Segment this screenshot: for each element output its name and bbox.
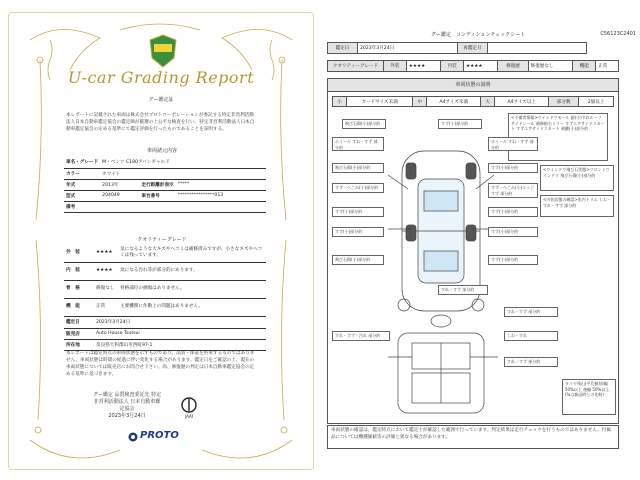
mileage-label: 走行距離計表示 — [139, 179, 175, 190]
legend-key: 小 — [333, 97, 347, 107]
damage-note: 飛び石傷(小)部分的 — [332, 255, 384, 265]
damage-note: すれ・すず 部分的 — [438, 285, 488, 295]
proto-logo-text: PROTO — [140, 430, 179, 441]
damage-note: すず(小)部分的 — [488, 255, 538, 265]
grade-label: 内 装 — [64, 262, 94, 280]
shop-value: Auto House Tsutsui — [94, 328, 266, 339]
vehicle-model-label: 型式 — [64, 190, 100, 201]
damage-note: <予備者情報>ウインドウモール 錆(小)すれルーフサイドレール 補修痕右ミラー すずエアサイドスカート すずエアサイドスカート 剥離(小)部分的 — [508, 113, 608, 161]
damage-note: 飛び石傷(小)部分的 — [342, 119, 386, 129]
table-row — [64, 317, 266, 328]
jaai-logo-icon — [180, 396, 198, 420]
address-value: 奈良県大和郡山市西町97-1 — [94, 339, 266, 350]
grade-stars: 修復なし — [94, 280, 118, 298]
damage-note: 飛び石傷(小)部分的 — [332, 163, 384, 173]
vehicle-name-label: 車名・グレード — [64, 157, 100, 168]
table-row — [64, 157, 266, 168]
vehicle-model-value: 204049 — [100, 190, 139, 201]
damage-note: ホイール すれ・すず 部分的 — [332, 137, 384, 151]
grade-label: 機 能 — [64, 298, 94, 316]
seal-text — [92, 392, 162, 420]
goo-badge-icon — [148, 34, 178, 68]
quality-function-value: 正常 — [596, 61, 619, 72]
vehicle-table — [64, 157, 266, 213]
damage-note: すず・へこみ(小)部分的 — [332, 183, 384, 193]
chassis-label: 車台番号 — [139, 190, 175, 201]
vehicle-color-label: カラー — [64, 168, 100, 179]
seal-name: グー鑑定 品質検査委託先 特定非営利活動法人 日本自動車鑑定協会 — [92, 392, 162, 412]
certificate-footnote: 本レポートは鑑定時点の車両状態を示すものであり、品質・保証を約束するものではありません。車両状態は時間の経過に伴い変化する場合があります。鑑定日をご確認の上、現在の車両状態については販売店にお問合せ下さい。尚、修復歴の判定は日本自動車鑑定協会の定める基準に基づきます。 — [66, 351, 255, 377]
grade-stars: 正常 — [94, 298, 118, 316]
shop-label: 販売店 — [64, 328, 94, 339]
seal-date: 2023年3月24日 — [108, 413, 146, 419]
notes-label: 備考 — [64, 201, 100, 212]
issue-table — [64, 317, 266, 351]
damage-note: すれ・すず 部分的 — [504, 307, 558, 317]
vehicle-year-value: 2013年 — [100, 179, 139, 190]
damage-note: <内装状態の確認>室内トリム しわ・すれ・すず 部分的 — [540, 195, 614, 217]
quality-label: クオリティーグレード — [328, 61, 384, 72]
report-title: U-car Grading Report — [67, 68, 255, 87]
grade-text: 気になるような大キズやヘコミは補修済みですが、小さなキズやヘコミは残っています。 — [118, 244, 266, 262]
legend-key: 中 — [413, 97, 427, 107]
tire-note: タイヤ残山(平均値)前輪 50%以上 後輪 50%以上(%は新品時との比較) — [562, 379, 616, 415]
legend-key: 大 — [481, 97, 495, 107]
svg-text:JAAI: JAAI — [185, 414, 193, 419]
table-row — [64, 190, 266, 201]
sheet-footnote: 車両状態の確認は、鑑定時点において鑑定士が確認した範囲で行っています。判定結果は走行チェックを行うものではありません。付属品については機種価値等の評価と異なる場合があります。 — [327, 425, 619, 449]
legend-value: 部分数 — [549, 97, 579, 107]
quality-exterior-label: 外装 — [384, 61, 407, 72]
damage-note: すず(小)部分的 — [438, 119, 482, 129]
reinspect-value — [488, 43, 587, 54]
quality-repair-label: 修復歴 — [498, 61, 528, 72]
legend-value: A4サイズ未満 — [427, 97, 481, 107]
grade-table — [64, 244, 266, 317]
table-row — [64, 179, 266, 190]
damage-note: しわ・すれ — [504, 331, 558, 341]
damage-note: <ウインドウ飛び石状態>フロントウインドウ 飛び石傷(小)部分的 — [540, 165, 614, 191]
table-row — [64, 339, 266, 350]
certificate-subtitle: グー鑑定証 — [148, 97, 174, 103]
issue-date-label: 鑑定日 — [64, 317, 94, 328]
grade-label: 外 装 — [64, 244, 94, 262]
diagram-heading: 車両状態の説明 — [328, 79, 618, 92]
quality-exterior-value: ★★★★ — [406, 61, 440, 72]
vehicle-heading: 車両諸元内容 — [146, 148, 177, 154]
legend-value: A4サイズ以上 — [495, 97, 549, 107]
table-row — [64, 280, 266, 298]
grade-text: 骨格部位の損傷はありません。 — [118, 280, 266, 298]
vehicle-diagram — [327, 78, 619, 424]
damage-note: すず(小)部分的 — [488, 227, 538, 237]
table-row — [328, 61, 619, 72]
date-label: 鑑定日 — [328, 43, 358, 54]
certificate-number: C56123C2401 — [600, 31, 636, 37]
damage-note: すず(小)部分的 — [488, 207, 538, 217]
table-row — [64, 244, 266, 262]
grade-text: 主要機関に作動上の問題はありません。 — [118, 298, 266, 316]
damage-note: すれ・すず・汚れ 部分的 — [332, 331, 390, 341]
sheet-title: グー鑑定 コンディションチェックシート — [430, 32, 526, 38]
vehicle-name-value: M・ベンツ C180アバンギャルド — [100, 157, 266, 168]
grade-stars: ★★★★ — [94, 262, 118, 280]
table-row — [64, 168, 266, 179]
reinspect-label: 再鑑定日 — [458, 43, 488, 54]
grade-stars: ★★★★ — [94, 244, 118, 262]
legend-value: 2個以上 — [579, 97, 614, 107]
issue-date-value: 2023年3月24日 — [94, 317, 266, 328]
condition-check-sheet — [322, 0, 640, 480]
table-row — [64, 328, 266, 339]
grade-label: 骨 格 — [64, 280, 94, 298]
grade-heading: クオリティーグレード — [137, 237, 187, 243]
date-table — [327, 42, 587, 54]
table-row — [64, 298, 266, 316]
quality-table — [327, 60, 619, 72]
damage-note: すれ・すず 部分的 — [504, 357, 558, 367]
table-row — [328, 43, 587, 54]
table-row — [64, 262, 266, 280]
damage-note: すず・へこみ(小)エッジすず 部分的 — [488, 183, 538, 198]
table-row — [64, 201, 266, 212]
certificate-intro: 本レポートに記載された車両は株式会社プロトコーポレーションが委託する特定非営利活動法人日本自動車鑑定協会の鑑定師が厳選の上公平な検査を行い、特定非営利活動法人日本自動車鑑定協会の定める基準にて鑑定評価を行ったものであることを証明する。 — [66, 113, 255, 132]
damage-note: すず(小)部分的 — [332, 207, 384, 217]
grade-text: 気になる汚れ等が部分的にあります。 — [118, 262, 266, 280]
date-value: 2023年3月24日 — [358, 43, 458, 54]
quality-repair-value: 修復歴なし — [528, 61, 573, 72]
vehicle-color-value: ホワイト — [100, 168, 266, 179]
damage-note: すず(小)部分的 — [332, 227, 384, 237]
quality-interior-value: ★★★★ — [463, 61, 497, 72]
address-label: 所在地 — [64, 339, 94, 350]
damage-note: すず(小)部分的 — [488, 163, 538, 173]
quality-interior-label: 内装 — [441, 61, 464, 72]
damage-note: ホイール すれ・すず 部分的 — [488, 137, 538, 151]
mileage-value: ***** — [176, 179, 266, 190]
vehicle-year-label: 年式 — [64, 179, 100, 190]
proto-logo-icon — [128, 432, 138, 442]
quality-function-label: 機能 — [573, 61, 596, 72]
chassis-value: ****************013 — [176, 190, 266, 201]
legend-value: カードサイズ未満 — [347, 97, 413, 107]
